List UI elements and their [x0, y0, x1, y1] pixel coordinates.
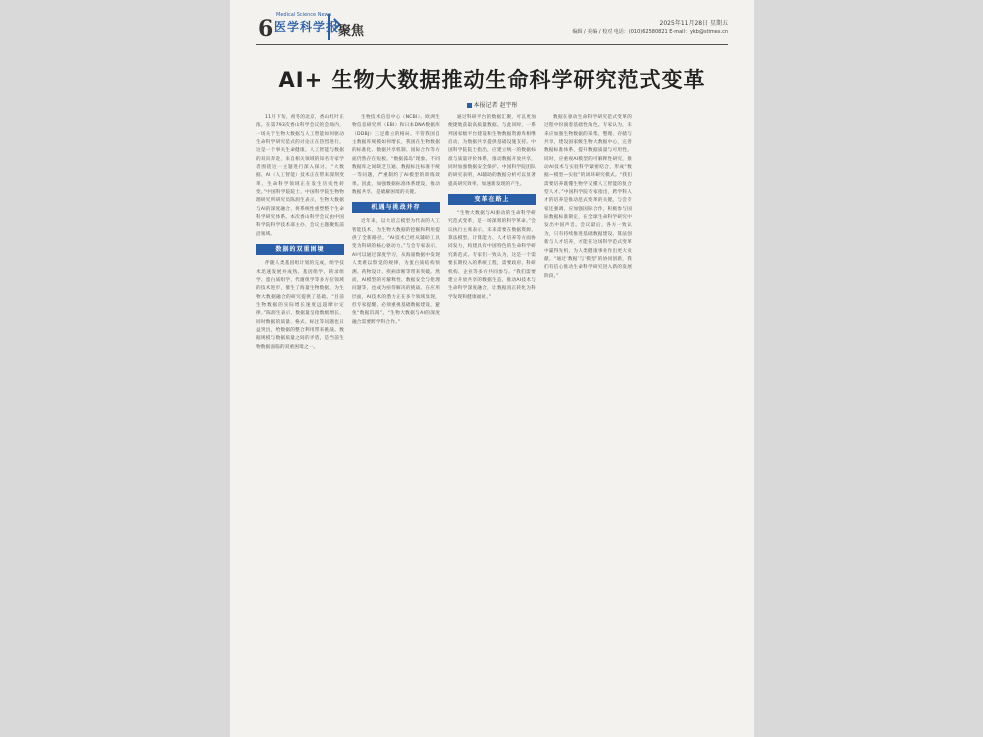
column-2 [352, 114, 440, 724]
article-byline [230, 100, 754, 109]
paragraph: 近年来，以大语言模型为代表的人工智能技术，为生物大数据的挖掘和利用提供了全新路径。“AI技术已经从辅助工具变为科研的核心驱动力。”与会专家表示，AI可以通过深度学习，从海量数据中发现人类难以察觉的规律，为蛋白质结构预测、药物设计、疾病诊断等带来突破。然而，AI模型的可解释性、数据安全与伦理问题等，也成为亟待解决的挑战。在应用层面，AI技术的潜力正在多个领域显现，但专家提醒，必须重视基础数据建设，避免“数据饥渴”。“生物大数据与AI的深度融合需要跨学科合作。” [352, 219, 440, 325]
paragraph: 生物技术信息中心（NCBI）、欧洲生物信息研究所（EBI）和日本DNA数据库（DDBJ）三足鼎立的格局。不管我国自主数据库规模如何增长，我国在生物数据的标准化、数据共享机制、国际合作等方面仍然存在短板。“数据孤岛”现象、不同数据库之间缺乏互通、数据标注标准不统一等问题，严重制约了AI模型的训练效果。因此，加强数据标准体系建设，推动数据共享，是破解困境的关键。 [352, 115, 440, 196]
subhead: 机遇与挑战并存 [352, 202, 440, 213]
header-rule [256, 44, 728, 45]
section-title: 聚焦 [338, 24, 365, 39]
editor-contact: 编辑 / 美编 / 校对 电话：(010)62580821 E-mail：ykb@stimes.cn [572, 29, 728, 35]
paragraph: 11月下旬，初冬的北京，香山红叶正浓。在第793次香山科学会议的会场内，一场关于生物大数据与人工智能如何驱动生命科学研究范式的讨论正在热烈进行。这是一个事关生命健康、人工智能与数据的双向奔赴，来自相关领域的知名专家学者围绕这一主题进行深入探讨。“大数据、AI（人工智能）技术正在带来深刻变革，生命科学领域正在发生历史性转变。”中国科学院院士、中国科学院生物物理研究所研究员陈润生表示，生物大数据与AI的深度融合，将系统性重塑整个生命科学研究体系。本次香山科学会议由中国科学院科学技术部主办，会议主题聚焦前沿领域。 [256, 115, 344, 237]
paragraph: “生物大数据与AI驱动的生命科学研究范式变革，是一场深刻的科学革命。”会议执行主席表示，未来需要在数据资源、算法模型、计算能力、人才培养等方面协同发力，构建具有中国特色的生命科学研究新范式。专家们一致认为，这是一个需要长期投入的系统工程，需要政府、科研机构、企业等多方共同参与。“我们需要建立开放共享的数据生态，推动AI技术与生命科学深度融合，让数据真正转化为科学发现和健康福祉。” [448, 211, 536, 300]
article-headline: AI+ 生物大数据推动生命科学研究范式变革 [278, 68, 706, 92]
column-3 [448, 114, 536, 724]
subhead: 变革在路上 [448, 194, 536, 205]
byline-text: 本报记者 赵宇彤 [473, 102, 518, 109]
paragraph: 通过科研平台的数据汇聚，可以更加便捷地获取高质量数据。与此同时，一系列国家级平台建设和生物数据资源库相继启动，为数据共享提供基础设施支持。中国科学院院士指出，应建立统一的数据标准与质量评价体系，推动数据开放共享，同时加强数据安全保护。中国科学院团队的研究表明，AI辅助的数据分析可以显著提高研究效率，加速新发现的产生。 [448, 115, 536, 187]
article-body [256, 114, 728, 724]
paragraph: 伴随人类基因组计划的完成，组学技术迅速发展并成熟。基因组学、转录组学、蛋白质组学、代谢组学等多方位领域的技术进步，催生了海量生物数据，为生物大数据融合的研究提供了基础。“目前生物数据的实际增长速度远超摩尔定律。”陈润生表示，数据量呈指数级增长，同时数据的质量、格式、标注等问题也日益突出，给数据的整合利用带来挑战。数据规模与数据质量之间的矛盾，是当前生物数据面临的双重困境之一。 [256, 261, 344, 350]
newspaper-page [230, 0, 754, 737]
paragraph: 数据在驱动生命科学研究范式变革的过程中扮演着基础性角色。专家认为，未来应加强生物数据的采集、整理、存储与共享，建设国家级生物大数据中心，完善数据标准体系，提升数据质量与可用性。同时，应重视AI模型的可解释性研究，推动AI技术与实验科学紧密结合，形成“数据—模型—实验”的闭环研究模式。“我们需要培养既懂生物学又懂人工智能的复合型人才。”中国科学院专家指出，跨学科人才的培养是推动范式变革的关键。与会专家还强调，应加强国际合作，积极参与国际数据标准制定，在全球生命科学研究中发出中国声音。会议最后，各方一致认为，只有持续推进基础数据建设、算法创新与人才培养，才能在这场科学范式变革中赢得先机，为人类健康事业作出更大贡献。“通过‘数据’与‘模型’的协同创新，我们有信心推动生命科学研究进入新的发展阶段。” [544, 115, 632, 279]
brand-logo: 医学科学报 [274, 20, 340, 34]
byline-square-icon [467, 103, 472, 108]
masthead [230, 14, 754, 46]
column-1 [256, 114, 344, 724]
page-number: 6 [258, 16, 274, 42]
brand-subtitle: Medical Science News [276, 12, 332, 18]
subhead: 数据的双重困境 [256, 244, 344, 255]
issue-date: 2025年11月28日 星期五 [659, 20, 728, 27]
column-4 [544, 114, 632, 724]
